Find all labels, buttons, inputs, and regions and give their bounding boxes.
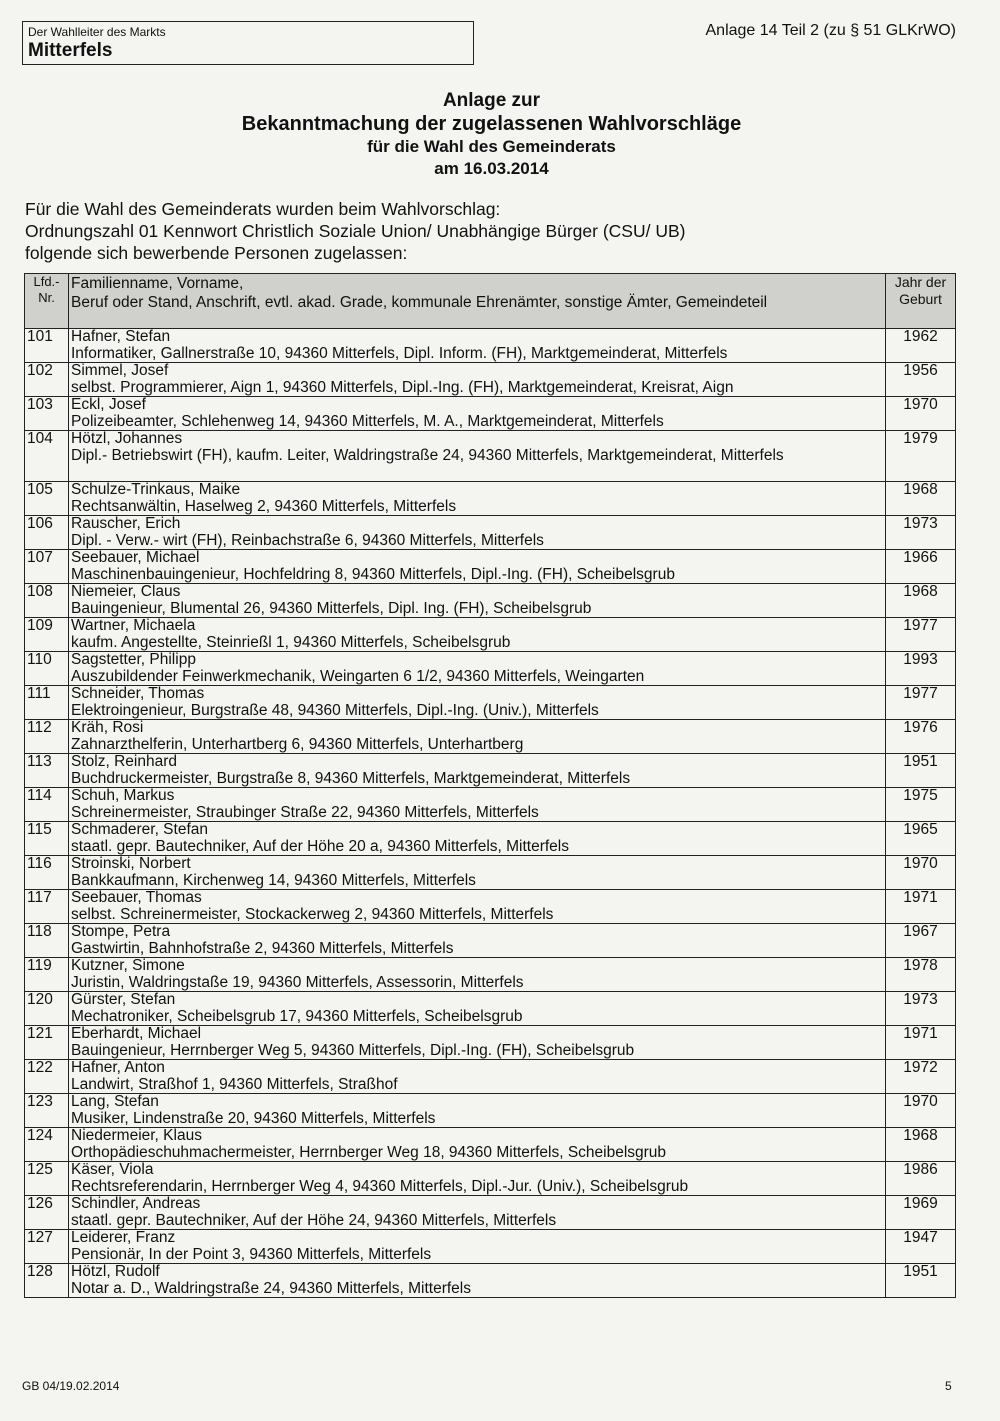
birth-year: 1951 [886, 1264, 956, 1298]
intro-line-3: folgende sich bewerbende Personen zugelassen: [25, 243, 408, 263]
table-body [25, 329, 956, 1298]
header-person-line-1: Familienname, Vorname, [71, 275, 244, 292]
birth-year: 1986 [886, 1162, 956, 1196]
title-line-2: Bekanntmachung der zugelassenen Wahlvorschläge [241, 113, 742, 135]
birth-year: 1956 [886, 363, 956, 397]
table-row [25, 720, 956, 754]
birth-year: 1979 [886, 431, 956, 482]
candidate-details: Gastwirtin, Bahnhofstraße 2, 94360 Mitterfels, Mitterfels [71, 939, 454, 957]
table-row [25, 924, 956, 958]
candidate-number: 115 [25, 822, 69, 856]
candidate-name: Hafner, Stefan [71, 328, 171, 345]
candidate-number: 109 [25, 618, 69, 652]
candidate-number: 128 [25, 1264, 69, 1298]
birth-year: 1971 [886, 1026, 956, 1060]
candidate-info [69, 618, 886, 652]
candidate-info [69, 482, 886, 516]
candidate-details: Mechatroniker, Scheibelsgrub 17, 94360 Mitterfels, Scheibelsgrub [71, 1007, 523, 1025]
candidate-name: Hötzl, Rudolf [71, 1263, 160, 1280]
candidate-number: 105 [25, 482, 69, 516]
candidate-info [69, 788, 886, 822]
candidate-name: Gürster, Stefan [71, 991, 176, 1008]
candidate-number: 126 [25, 1196, 69, 1230]
candidate-details: Notar a. D., Waldringstraße 24, 94360 Mitterfels, Mitterfels [71, 1279, 471, 1297]
header-person [69, 274, 886, 329]
candidate-details: Maschinenbauingenieur, Hochfeldring 8, 94360 Mitterfels, Dipl.-Ing. (FH), Scheibelsgrub [71, 565, 675, 583]
candidate-name: Schmaderer, Stefan [71, 821, 208, 838]
birth-year: 1993 [886, 652, 956, 686]
birth-year: 1967 [886, 924, 956, 958]
candidate-info [69, 363, 886, 397]
candidate-info [69, 992, 886, 1026]
table-row [25, 1094, 956, 1128]
header-person-line-2: Beruf oder Stand, Anschrift, evtl. akad. Grade, kommunale Ehrenämter, sonstige Ämter, Gemeindeteil [71, 294, 768, 311]
candidate-info [69, 584, 886, 618]
birth-year: 1947 [886, 1230, 956, 1264]
candidate-info [69, 1128, 886, 1162]
candidate-name: Wartner, Michaela [71, 617, 196, 634]
candidate-number: 119 [25, 958, 69, 992]
birth-year: 1973 [886, 516, 956, 550]
candidate-details: Dipl.- Betriebswirt (FH), kaufm. Leiter, Waldringstraße 24, 94360 Mitterfels, Marktgemeinderat, Mitterfels [71, 446, 784, 464]
birth-year: 1977 [886, 618, 956, 652]
table-row [25, 516, 956, 550]
candidate-number: 118 [25, 924, 69, 958]
birth-year: 1972 [886, 1060, 956, 1094]
candidate-details: Auszubildender Feinwerkmechanik, Weingarten 6 1/2, 94360 Mitterfels, Weingarten [71, 667, 645, 685]
candidate-name: Rauscher, Erich [71, 515, 181, 532]
candidate-info [69, 550, 886, 584]
candidate-name: Seebauer, Thomas [71, 889, 202, 906]
candidate-details: Pensionär, In der Point 3, 94360 Mitterfels, Mitterfels [71, 1245, 432, 1263]
candidate-details: Dipl. - Verw.- wirt (FH), Reinbachstraße 6, 94360 Mitterfels, Mitterfels [71, 531, 544, 549]
intro-text [25, 198, 975, 264]
candidate-info [69, 1230, 886, 1264]
candidate-name: Sagstetter, Philipp [71, 651, 196, 668]
candidate-name: Lang, Stefan [71, 1093, 159, 1110]
table-row [25, 1026, 956, 1060]
birth-year: 1962 [886, 329, 956, 363]
candidate-details: kaufm. Angestellte, Steinrießl 1, 94360 Mitterfels, Scheibelsgrub [71, 633, 511, 651]
birth-year: 1965 [886, 822, 956, 856]
candidate-details: Zahnarzthelferin, Unterhartberg 6, 94360 Mitterfels, Unterhartberg [71, 735, 524, 753]
header-number-line-1: Lfd.- [33, 274, 60, 289]
intro-line-1: Für die Wahl des Gemeinderats wurden beim Wahlvorschlag: [25, 199, 501, 219]
candidate-name: Hafner, Anton [71, 1059, 165, 1076]
candidate-details: Bauingenieur, Herrnberger Weg 5, 94360 Mitterfels, Dipl.-Ing. (FH), Scheibelsgrub [71, 1041, 635, 1059]
candidate-info [69, 652, 886, 686]
header-number [25, 274, 69, 329]
table-row [25, 652, 956, 686]
table-row [25, 856, 956, 890]
candidate-info [69, 329, 886, 363]
candidates-table [24, 273, 956, 1298]
table-row [25, 550, 956, 584]
table-row [25, 363, 956, 397]
candidate-number: 116 [25, 856, 69, 890]
intro-line-2: Ordnungszahl 01 Kennwort Christlich Soziale Union/ Unabhängige Bürger (CSU/ UB) [25, 221, 686, 241]
candidate-info [69, 822, 886, 856]
candidate-name: Stroinski, Norbert [71, 855, 191, 872]
candidate-number: 107 [25, 550, 69, 584]
header-birth-year [886, 274, 956, 329]
candidate-details: Orthopädieschuhmachermeister, Herrnberger Weg 18, 94360 Mitterfels, Scheibelsgrub [71, 1143, 667, 1161]
candidate-info [69, 431, 886, 482]
table-row [25, 618, 956, 652]
birth-year: 1968 [886, 584, 956, 618]
table-row [25, 329, 956, 363]
candidate-name: Hötzl, Johannes [71, 430, 183, 447]
candidate-number: 112 [25, 720, 69, 754]
candidate-info [69, 720, 886, 754]
birth-year: 1978 [886, 958, 956, 992]
candidate-name: Leiderer, Franz [71, 1229, 176, 1246]
table-row [25, 1264, 956, 1298]
candidate-number: 123 [25, 1094, 69, 1128]
table-row [25, 431, 956, 482]
birth-year: 1951 [886, 754, 956, 788]
table-row [25, 890, 956, 924]
candidate-info [69, 516, 886, 550]
candidate-details: Musiker, Lindenstraße 20, 94360 Mitterfels, Mitterfels [71, 1109, 436, 1127]
candidate-details: staatl. gepr. Bautechniker, Auf der Höhe 20 a, 94360 Mitterfels, Mitterfels [71, 837, 569, 855]
candidate-number: 122 [25, 1060, 69, 1094]
page-number: 5 [945, 1379, 952, 1393]
candidate-info [69, 1094, 886, 1128]
candidate-number: 121 [25, 1026, 69, 1060]
header-year-line-1: Jahr der [894, 274, 947, 290]
title-line-4: am 16.03.2014 [434, 159, 549, 178]
candidate-info [69, 1162, 886, 1196]
candidate-name: Niemeier, Claus [71, 583, 181, 600]
table-row [25, 1162, 956, 1196]
table-row [25, 1128, 956, 1162]
candidate-number: 111 [25, 686, 69, 720]
candidate-name: Schuh, Markus [71, 787, 175, 804]
table-row [25, 482, 956, 516]
candidate-name: Kräh, Rosi [71, 719, 144, 736]
table-row [25, 822, 956, 856]
header-number-line-2: Nr. [38, 290, 55, 305]
candidate-details: Schreinermeister, Straubinger Straße 22, 94360 Mitterfels, Mitterfels [71, 803, 539, 821]
candidate-number: 106 [25, 516, 69, 550]
candidate-details: Polizeibeamter, Schlehenweg 14, 94360 Mitterfels, M. A., Marktgemeinderat, Mitterfels [71, 412, 664, 430]
candidate-details: Rechtsreferendarin, Herrnberger Weg 4, 94360 Mitterfels, Dipl.-Jur. (Univ.), Scheibelsgrub [71, 1177, 689, 1195]
candidate-name: Eckl, Josef [71, 396, 146, 413]
candidate-number: 120 [25, 992, 69, 1026]
candidate-details: Bauingenieur, Blumental 26, 94360 Mitterfels, Dipl. Ing. (FH), Scheibelsgrub [71, 599, 592, 617]
birth-year: 1970 [886, 856, 956, 890]
candidate-info [69, 890, 886, 924]
candidate-name: Kutzner, Simone [71, 957, 185, 974]
candidate-details: selbst. Schreinermeister, Stockackerweg 2, 94360 Mitterfels, Mitterfels [71, 905, 554, 923]
table-header-row [25, 274, 956, 329]
birth-year: 1976 [886, 720, 956, 754]
table-row [25, 754, 956, 788]
table-row [25, 1230, 956, 1264]
candidate-number: 114 [25, 788, 69, 822]
birth-year: 1970 [886, 397, 956, 431]
candidate-info [69, 686, 886, 720]
candidate-info [69, 1060, 886, 1094]
title-line-3: für die Wahl des Gemeinderats [367, 137, 616, 156]
candidate-info [69, 397, 886, 431]
table-row [25, 992, 956, 1026]
birth-year: 1973 [886, 992, 956, 1026]
title-line-1: Anlage zur [442, 90, 541, 111]
candidate-number: 104 [25, 431, 69, 482]
candidate-name: Stolz, Reinhard [71, 753, 177, 770]
candidate-details: Rechtsanwältin, Haselweg 2, 94360 Mitterfels, Mitterfels [71, 497, 457, 515]
issuer-name: Mitterfels [28, 40, 113, 61]
table-row [25, 686, 956, 720]
candidate-name: Schneider, Thomas [71, 685, 205, 702]
candidate-name: Seebauer, Michael [71, 549, 200, 566]
candidate-number: 110 [25, 652, 69, 686]
candidate-name: Käser, Viola [71, 1161, 154, 1178]
candidate-info [69, 1196, 886, 1230]
candidate-details: Buchdruckermeister, Burgstraße 8, 94360 Mitterfels, Marktgemeinderat, Mitterfels [71, 769, 631, 787]
birth-year: 1968 [886, 1128, 956, 1162]
candidate-name: Schulze-Trinkaus, Maike [71, 481, 241, 498]
birth-year: 1970 [886, 1094, 956, 1128]
candidate-info [69, 856, 886, 890]
candidate-number: 124 [25, 1128, 69, 1162]
table-row [25, 397, 956, 431]
candidate-details: staatl. gepr. Bautechniker, Auf der Höhe 24, 94360 Mitterfels, Mitterfels [71, 1211, 557, 1229]
candidate-number: 113 [25, 754, 69, 788]
birth-year: 1966 [886, 550, 956, 584]
birth-year: 1969 [886, 1196, 956, 1230]
annex-reference: Anlage 14 Teil 2 (zu § 51 GLKrWO) [705, 22, 956, 39]
table-row [25, 788, 956, 822]
candidate-name: Niedermeier, Klaus [71, 1127, 202, 1144]
candidate-name: Stompe, Petra [71, 923, 171, 940]
candidate-details: Informatiker, Gallnerstraße 10, 94360 Mitterfels, Dipl. Inform. (FH), Marktgemeinderat, Mitterfels [71, 344, 728, 362]
candidate-details: selbst. Programmierer, Aign 1, 94360 Mitterfels, Dipl.-Ing. (FH), Marktgemeinderat, Kreisrat, Aign [71, 378, 734, 396]
candidate-details: Landwirt, Straßhof 1, 94360 Mitterfels, Straßhof [71, 1075, 398, 1093]
candidate-name: Simmel, Josef [71, 362, 169, 379]
footer-issue-code: GB 04/19.02.2014 [22, 1379, 120, 1393]
candidate-details: Bankkaufmann, Kirchenweg 14, 94360 Mitterfels, Mitterfels [71, 871, 476, 889]
candidate-details: Juristin, Waldringstaße 19, 94360 Mitterfels, Assessorin, Mitterfels [71, 973, 524, 991]
birth-year: 1975 [886, 788, 956, 822]
candidate-name: Schindler, Andreas [71, 1195, 201, 1212]
table-row [25, 1060, 956, 1094]
birth-year: 1971 [886, 890, 956, 924]
table-row [25, 958, 956, 992]
candidate-name: Eberhardt, Michael [71, 1025, 202, 1042]
candidate-details: Elektroingenieur, Burgstraße 48, 94360 Mitterfels, Dipl.-Ing. (Univ.), Mitterfels [71, 701, 599, 719]
candidate-number: 125 [25, 1162, 69, 1196]
candidate-number: 117 [25, 890, 69, 924]
document-title [0, 90, 983, 180]
candidate-number: 103 [25, 397, 69, 431]
candidate-info [69, 958, 886, 992]
candidate-info [69, 754, 886, 788]
candidate-info [69, 924, 886, 958]
issuer-box [22, 21, 474, 65]
candidate-info [69, 1026, 886, 1060]
candidate-number: 108 [25, 584, 69, 618]
issuer-label: Der Wahlleiter des Markts [28, 25, 166, 39]
header-year-line-2: Geburt [899, 291, 942, 307]
table-row [25, 584, 956, 618]
birth-year: 1977 [886, 686, 956, 720]
candidate-number: 101 [25, 329, 69, 363]
candidate-info [69, 1264, 886, 1298]
candidate-number: 102 [25, 363, 69, 397]
birth-year: 1968 [886, 482, 956, 516]
table-row [25, 1196, 956, 1230]
candidate-number: 127 [25, 1230, 69, 1264]
